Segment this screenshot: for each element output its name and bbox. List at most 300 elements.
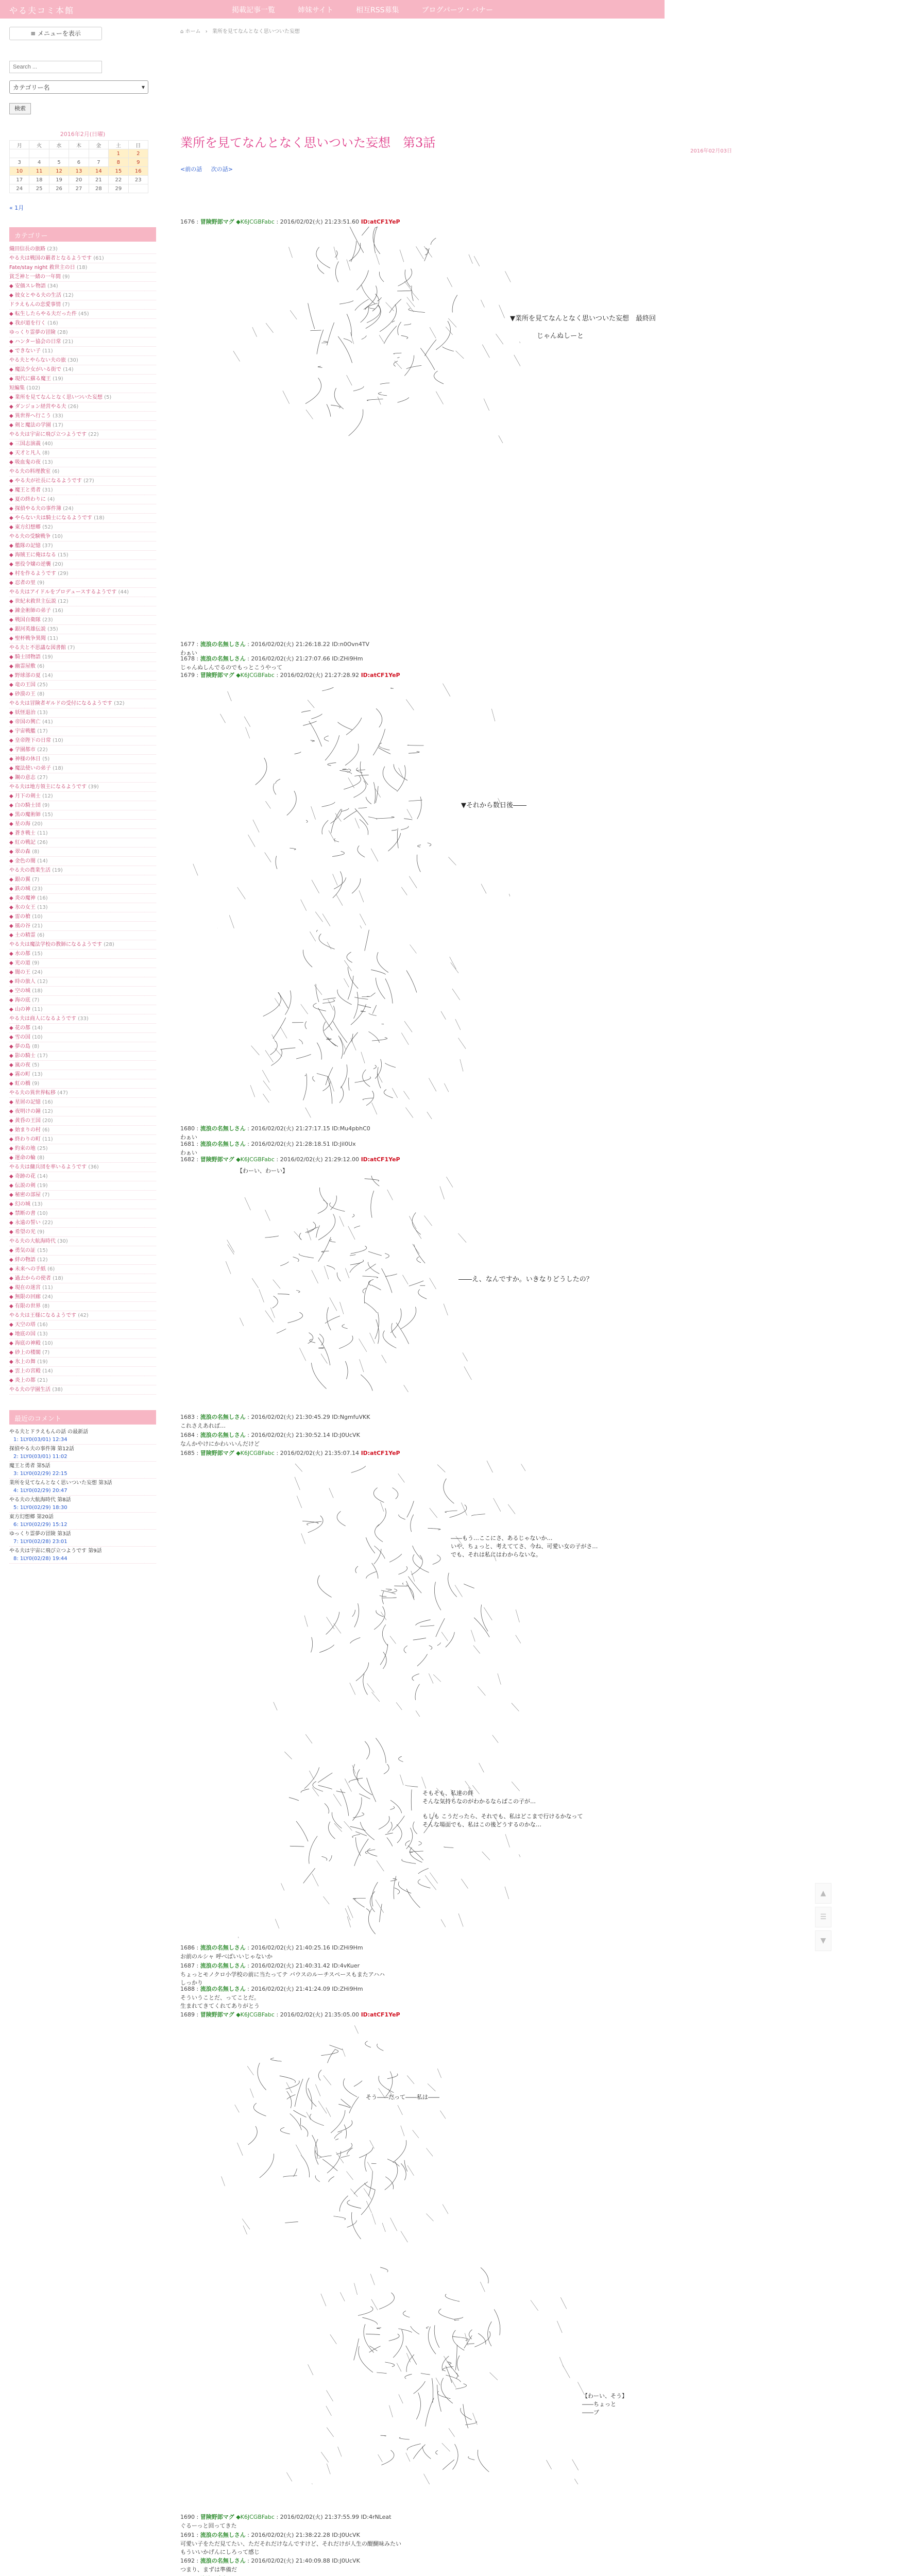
aa-hatch [370, 2274, 375, 2285]
aa-hatch [499, 435, 505, 443]
category-link[interactable] [9, 736, 156, 745]
aa-stroke [439, 2309, 455, 2319]
nav-item-list[interactable]: 掲載記事一覧 [232, 6, 275, 14]
category-link[interactable] [9, 273, 156, 282]
recent-comment-link[interactable]: 1: 1LY0(03/01) 12:34 [13, 1437, 67, 1443]
aa-stroke [354, 2081, 362, 2087]
category-link[interactable] [9, 940, 156, 950]
category-count: (23) [42, 617, 53, 623]
aa-stroke [296, 1821, 308, 1841]
category-link[interactable] [9, 968, 156, 977]
aa-stroke [347, 2221, 357, 2228]
menu-button[interactable]: ≡ メニューを表示 [9, 27, 102, 40]
category-count: (18) [53, 1276, 63, 1281]
recent-comment-link[interactable]: 8: 1LY0(02/28) 19:44 [13, 1556, 67, 1562]
category-link[interactable] [9, 987, 156, 996]
aa-hatch [390, 2218, 397, 2231]
aa-hatch [505, 1834, 510, 1848]
aa-hatch [382, 1355, 386, 1363]
aa-stroke [349, 2097, 359, 2113]
aa-stroke [369, 308, 375, 309]
aa-stroke [382, 1624, 388, 1646]
category-link[interactable] [9, 625, 156, 634]
category-link[interactable] [9, 430, 156, 439]
category-link[interactable] [9, 1061, 156, 1070]
category-link[interactable] [9, 606, 156, 616]
aa-stroke [341, 2099, 351, 2107]
category-name: ◆ 永遠の誓い [9, 1220, 41, 1226]
category-count: (21) [62, 339, 74, 345]
category-name: やる夫の料理教室 [9, 469, 50, 474]
category-link[interactable] [9, 300, 156, 310]
category-select-value: カテゴリー名 [13, 83, 50, 91]
aa-stroke [418, 1879, 430, 1888]
category-count: (28) [104, 942, 114, 947]
category-link[interactable] [9, 829, 156, 838]
aa-hatch [290, 310, 297, 319]
calendar-day: 6 [69, 158, 89, 167]
category-link[interactable] [9, 801, 156, 810]
aa-hatch [247, 2066, 253, 2075]
category-link[interactable] [9, 1283, 156, 1293]
category-link[interactable] [9, 1256, 156, 1265]
aa-stroke [288, 1312, 303, 1323]
calendar-day [69, 149, 89, 158]
category-link[interactable] [9, 597, 156, 606]
category-link[interactable] [9, 950, 156, 959]
post-id: ID:atCF1YeP [361, 672, 400, 679]
category-link[interactable] [9, 365, 156, 375]
category-link[interactable] [9, 1320, 156, 1330]
aa-hatch [492, 1735, 498, 1743]
category-link[interactable] [9, 959, 156, 968]
aa-stroke [381, 2450, 394, 2465]
aa-hatch [339, 1216, 344, 1227]
aa-stroke [448, 1573, 457, 1597]
category-link[interactable] [9, 653, 156, 662]
aa-hatch [481, 300, 485, 308]
category-link[interactable] [9, 1070, 156, 1079]
category-link[interactable] [9, 912, 156, 922]
category-link[interactable] [9, 792, 156, 801]
recent-comment-link[interactable]: 3: 1LY0(02/29) 22:15 [13, 1471, 67, 1477]
aa-stroke [326, 1612, 339, 1635]
aa-hatch [444, 1304, 448, 1316]
category-link[interactable] [9, 820, 156, 829]
aa-stroke [402, 1583, 403, 1584]
aa-hatch [428, 2083, 435, 2091]
category-link[interactable] [9, 254, 156, 263]
aa-stroke [377, 2328, 381, 2329]
category-count: (28) [57, 330, 68, 335]
category-link[interactable] [9, 458, 156, 467]
category-link[interactable] [9, 634, 156, 643]
category-link[interactable] [9, 1246, 156, 1256]
site-title[interactable]: やる夫コミ本館 [9, 6, 75, 15]
aa-stroke [310, 2114, 324, 2126]
category-link[interactable] [9, 1274, 156, 1283]
category-select[interactable] [9, 80, 148, 94]
category-link[interactable] [9, 931, 156, 940]
next-story-link[interactable]: 次の話> [211, 166, 233, 173]
category-link[interactable] [9, 1339, 156, 1348]
post-date: 2016/02/02(火) 21:23:51.60 [280, 218, 360, 225]
category-link[interactable] [9, 1042, 156, 1052]
category-link[interactable] [9, 727, 156, 736]
post-name: 流浪の名無しさん [200, 1944, 246, 1951]
aa-stroke [365, 1302, 377, 1313]
category-link[interactable] [9, 1024, 156, 1033]
category-count: (14) [63, 367, 74, 372]
aa-stroke [488, 2321, 492, 2346]
category-link[interactable] [9, 662, 156, 671]
category-link[interactable] [9, 1144, 156, 1154]
recent-comment-link[interactable]: 2: 1LY0(03/01) 11:02 [13, 1454, 67, 1460]
category-link[interactable] [9, 764, 156, 773]
category-link[interactable] [9, 495, 156, 504]
category-link[interactable] [9, 894, 156, 903]
aa-hatch [451, 2379, 456, 2387]
aa-hatch [572, 2460, 579, 2470]
category-count: (27) [37, 775, 48, 781]
category-link[interactable] [9, 514, 156, 523]
category-count: (20) [42, 1118, 53, 1124]
aa-hatch [350, 2189, 358, 2197]
category-link[interactable] [9, 541, 156, 551]
post-text: わぁい [180, 1134, 197, 1141]
category-link[interactable] [9, 1376, 156, 1385]
category-count: (18) [94, 515, 105, 521]
calendar-day[interactable]: 13 [69, 167, 89, 176]
category-link[interactable] [9, 1237, 156, 1246]
category-link[interactable] [9, 263, 156, 273]
post-date: 2016/02/02(火) 21:27:07.66 [251, 655, 330, 662]
aa-hatch [484, 1607, 492, 1620]
aa-caption: そもそも、私達の絆 そんな気持ちなのがわかるならばこの子が… もしも こうだったら、それでも、私はどこまで行けるかなって そんな場面でも、私はこの後どうするのかな… [422, 1790, 583, 1828]
aa-stroke [379, 1816, 389, 1829]
category-link[interactable] [9, 690, 156, 699]
aa-stroke [389, 299, 401, 313]
category-link[interactable] [9, 848, 156, 857]
aa-stroke [283, 2176, 297, 2177]
aa-stroke [407, 2444, 421, 2450]
scroll-top-button[interactable]: ▲ [815, 1883, 831, 1904]
category-count: (25) [37, 682, 48, 688]
aa-hatch [401, 1033, 409, 1045]
aa-stroke [301, 2125, 308, 2137]
category-link[interactable] [9, 282, 156, 291]
category-link[interactable] [9, 337, 156, 347]
category-link[interactable] [9, 838, 156, 848]
category-link[interactable] [9, 421, 156, 430]
aa-hatch [430, 1508, 437, 1518]
aa-stroke [350, 227, 364, 253]
category-link[interactable] [9, 922, 156, 931]
category-link[interactable] [9, 310, 156, 319]
aa-hatch [246, 727, 250, 738]
calendar-day[interactable]: 8 [109, 158, 128, 167]
aa-hatch [359, 890, 364, 902]
category-link[interactable] [9, 477, 156, 486]
post-number: 1678 [180, 655, 195, 662]
category-link[interactable] [9, 245, 156, 254]
aa-stroke [329, 2177, 334, 2182]
category-link[interactable] [9, 319, 156, 328]
category-count: (11) [42, 348, 53, 354]
category-link[interactable] [9, 1005, 156, 1014]
calendar-prev-link[interactable]: « 1月 [9, 205, 24, 211]
calendar-day[interactable]: 16 [128, 167, 148, 176]
category-link[interactable] [9, 412, 156, 421]
category-link[interactable] [9, 875, 156, 885]
prev-story-link[interactable]: <前の話 [180, 166, 202, 173]
aa-hatch [334, 247, 337, 260]
calendar-day: 20 [69, 176, 89, 184]
category-link[interactable] [9, 1302, 156, 1311]
category-link[interactable] [9, 532, 156, 541]
breadcrumb-home[interactable]: ホーム [185, 29, 201, 35]
category-count: (12) [37, 979, 48, 985]
category-link[interactable] [9, 616, 156, 625]
category-link[interactable] [9, 810, 156, 820]
category-link[interactable] [9, 1358, 156, 1367]
category-link[interactable] [9, 291, 156, 300]
calendar-day[interactable]: 1 [109, 149, 128, 158]
category-count: (26) [37, 840, 48, 845]
scroll-bottom-button[interactable]: ▼ [815, 1930, 831, 1951]
category-link[interactable] [9, 523, 156, 532]
category-link[interactable] [9, 977, 156, 987]
aa-stroke [321, 341, 327, 343]
aa-hatch [275, 998, 280, 1007]
category-count: (30) [67, 358, 78, 363]
category-name: ◆ 霧の町 [9, 1072, 30, 1077]
category-count: (35) [47, 626, 58, 632]
category-link[interactable] [9, 755, 156, 764]
calendar-day[interactable]: 15 [109, 167, 128, 176]
category-count: (10) [32, 914, 43, 920]
category-link[interactable] [9, 718, 156, 727]
category-link[interactable] [9, 1163, 156, 1172]
category-link[interactable] [9, 1135, 156, 1144]
recent-comment [9, 1462, 156, 1479]
category-link[interactable] [9, 1126, 156, 1135]
category-link[interactable] [9, 783, 156, 792]
category-link[interactable] [9, 1311, 156, 1320]
category-count: (7) [67, 645, 75, 651]
category-link[interactable] [9, 1348, 156, 1358]
search-button[interactable]: 検索 [9, 103, 31, 114]
recent-comment-link[interactable]: 7: 1LY0(02/28) 23:01 [13, 1539, 67, 1545]
post-number: 1681 [180, 1141, 195, 1147]
search-input[interactable] [9, 61, 102, 73]
aa-hatch [340, 2292, 345, 2301]
category-count: (102) [26, 385, 41, 391]
category-link[interactable] [9, 1089, 156, 1098]
category-link[interactable] [9, 467, 156, 477]
post: 1679 : 冒険野郎マグ ◆K6JCGBFabc : 2016/02/02(火) 21:27:28.92 ID:atCF1YeP [180, 672, 400, 679]
category-link[interactable] [9, 1014, 156, 1024]
aa-hatch [416, 246, 424, 259]
category-link[interactable] [9, 903, 156, 912]
category-link[interactable] [9, 1330, 156, 1339]
category-link[interactable] [9, 328, 156, 337]
article-title: 業所を見てなんとなく思いついた妄想 第3話 [180, 135, 436, 150]
aa-hatch [327, 1617, 334, 1630]
recent-comment-link[interactable]: 6: 1LY0(02/29) 15:12 [13, 1522, 67, 1528]
category-link[interactable] [9, 384, 156, 393]
aa-hatch [481, 884, 486, 894]
aa-stroke [305, 1227, 318, 1233]
recent-comment-link[interactable]: 4: 1LY0(02/29) 20:47 [13, 1488, 67, 1494]
aa-hatch [265, 1210, 270, 1221]
aa-stroke [404, 324, 411, 325]
category-name: ◆ 夏の終わりに [9, 497, 46, 502]
post-trip: ◆K6JCGBFabc [236, 2514, 275, 2520]
category-count: (42) [78, 1313, 89, 1318]
aa-stroke [346, 718, 362, 735]
category-link[interactable] [9, 1200, 156, 1209]
aa-stroke [317, 1043, 321, 1060]
category-link[interactable] [9, 1218, 156, 1228]
category-name: ◆ 影の騎士 [9, 1053, 36, 1059]
category-link[interactable] [9, 393, 156, 402]
post-text: わぁい [180, 650, 197, 656]
nav-item-rss[interactable]: 相互RSS募集 [356, 6, 399, 14]
calendar-day[interactable]: 12 [49, 167, 69, 176]
calendar-day[interactable]: 10 [10, 167, 29, 176]
category-link[interactable] [9, 1107, 156, 1116]
post-number: 1687 [180, 1962, 195, 1969]
category-link[interactable] [9, 1033, 156, 1042]
post-text: お前のルシャ 呼べばいいじゃないか [180, 1953, 273, 1960]
aa-stroke [387, 1838, 393, 1846]
category-name: 織田信長の旅路 [9, 246, 45, 252]
category-name: やる夫と不思議な図書館 [9, 645, 66, 651]
aa-stroke [371, 1285, 381, 1290]
menu-icon[interactable]: ☰ [815, 1907, 831, 1927]
aa-stroke [347, 952, 352, 962]
category-link[interactable] [9, 643, 156, 653]
category-link[interactable] [9, 773, 156, 783]
aa-stroke [441, 2378, 453, 2403]
aa-stroke [301, 710, 311, 713]
post-id: ID:J0UcVK [332, 2557, 360, 2564]
calendar-day[interactable]: 9 [128, 158, 148, 167]
aa-stroke [311, 1637, 313, 1653]
aa-stroke [328, 1077, 332, 1104]
calendar-day[interactable]: 14 [89, 167, 108, 176]
category-link[interactable] [9, 1367, 156, 1376]
aa-hatch [441, 1919, 446, 1927]
category-link[interactable] [9, 551, 156, 560]
category-link[interactable] [9, 449, 156, 458]
category-count: (10) [53, 738, 63, 743]
category-link[interactable] [9, 885, 156, 894]
aa-stroke [373, 1488, 384, 1503]
category-link[interactable] [9, 1154, 156, 1163]
category-link[interactable] [9, 375, 156, 384]
post-name: 流浪の名無しさん [200, 1432, 246, 1438]
category-link[interactable] [9, 996, 156, 1005]
category-link[interactable] [9, 699, 156, 708]
category-link[interactable] [9, 1079, 156, 1089]
aa-stroke [322, 802, 335, 807]
nav-item-sister[interactable]: 姉妹サイト [298, 6, 334, 14]
category-count: (17) [37, 728, 48, 734]
aa-stroke [361, 1011, 365, 1012]
category-link[interactable] [9, 588, 156, 597]
aa-stroke [383, 1331, 396, 1348]
aa-stroke [412, 1555, 423, 1574]
category-link[interactable] [9, 866, 156, 875]
category-link[interactable] [9, 486, 156, 495]
aa-hatch [296, 2145, 301, 2155]
category-link[interactable] [9, 504, 156, 514]
aa-hatch [242, 2219, 250, 2230]
aa-hatch [360, 914, 366, 925]
category-link[interactable] [9, 1209, 156, 1218]
category-list [9, 245, 156, 1395]
calendar-day[interactable]: 11 [29, 167, 49, 176]
aa-hatch [248, 835, 256, 847]
category-link[interactable] [9, 356, 156, 365]
category-link[interactable] [9, 1172, 156, 1181]
category-link[interactable] [9, 1293, 156, 1302]
aa-stroke [322, 820, 328, 834]
category-link[interactable] [9, 1385, 156, 1395]
aa-hatch [401, 2231, 407, 2243]
aa-hatch [443, 2205, 448, 2218]
category-link[interactable] [9, 579, 156, 588]
calendar-day[interactable]: 2 [128, 149, 148, 158]
aa-hatch [380, 1502, 384, 1512]
breadcrumb-current[interactable]: 業所を見てなんとなく思いついた妄想 [212, 29, 300, 35]
category-link[interactable] [9, 1265, 156, 1274]
category-link[interactable] [9, 681, 156, 690]
category-link[interactable] [9, 1228, 156, 1237]
category-link[interactable] [9, 439, 156, 449]
calendar-weekday: 土 [109, 141, 128, 149]
aa-stroke [443, 347, 454, 351]
aa-hatch [372, 2213, 376, 2224]
category-link[interactable] [9, 1191, 156, 1200]
aa-stroke [308, 303, 315, 329]
category-link[interactable] [9, 745, 156, 755]
category-name: ◆ 悪役令嬢の逆襲 [9, 562, 51, 567]
category-link[interactable] [9, 402, 156, 412]
category-link[interactable] [9, 1116, 156, 1126]
category-link[interactable] [9, 560, 156, 569]
category-link[interactable] [9, 857, 156, 866]
category-name: 貧乏神と一緒の一年間 [9, 274, 61, 280]
category-link[interactable] [9, 1181, 156, 1191]
category-name: やる夫の学園生活 [9, 1387, 50, 1393]
aa-stroke [365, 303, 378, 310]
category-link[interactable] [9, 708, 156, 718]
category-count: (27) [83, 478, 94, 484]
aa-hatch [376, 1900, 384, 1913]
category-link[interactable] [9, 569, 156, 579]
category-link[interactable] [9, 1098, 156, 1107]
category-link[interactable] [9, 671, 156, 681]
recent-comment-title: 業所を見てなんとなく思いついた妄想 第3話 [9, 1480, 112, 1486]
category-link[interactable] [9, 347, 156, 356]
recent-comment-link[interactable]: 5: 1LY0(02/29) 18:30 [13, 1505, 67, 1511]
nav-item-banner[interactable]: ブログパーツ・バナー [421, 6, 494, 14]
category-link[interactable] [9, 1052, 156, 1061]
category-count: (12) [37, 1257, 48, 1263]
